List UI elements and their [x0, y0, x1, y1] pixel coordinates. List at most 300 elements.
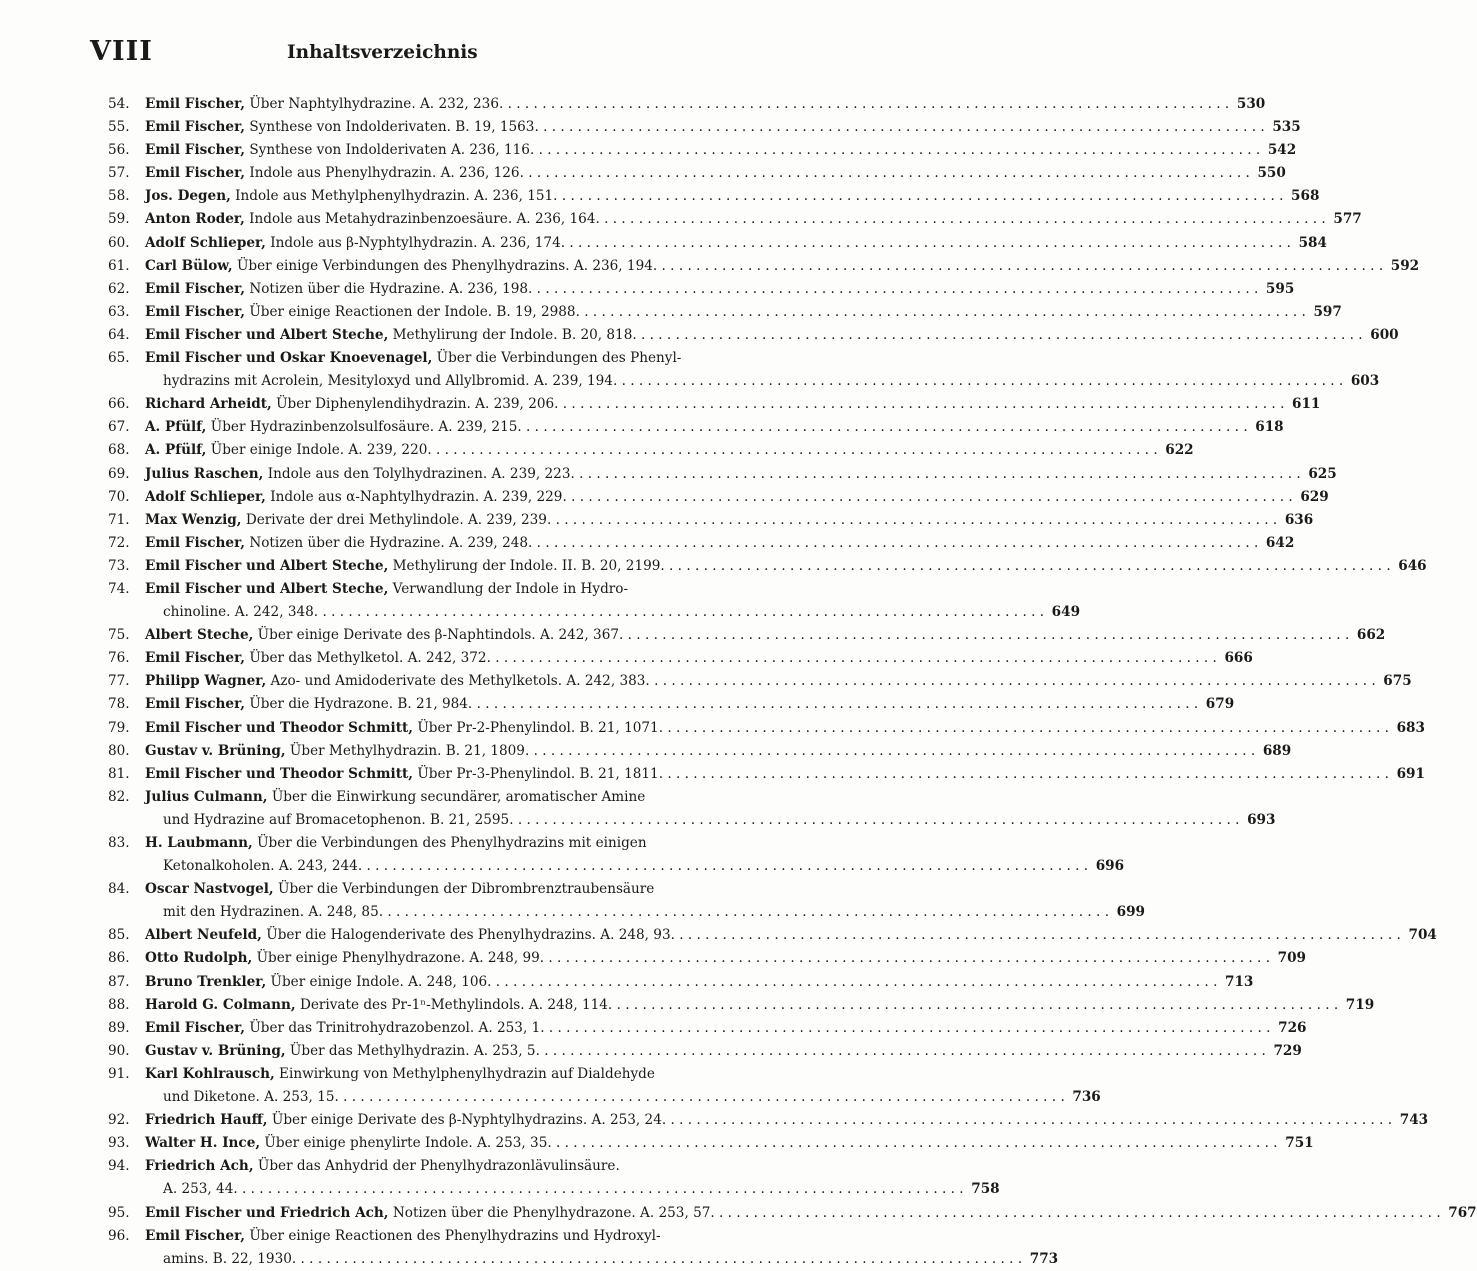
dot-leader: [613, 370, 1343, 393]
entry-title: Über Methylhydrazin. B. 21, 1809: [289, 742, 525, 759]
entry-line: [145, 162, 1286, 185]
toc-entry: [108, 1202, 1477, 1225]
entry-page-number: 550: [1257, 165, 1286, 182]
entry-page-number: 719: [1345, 996, 1375, 1013]
entry-title: Über die Hydrazone. B. 21, 984: [249, 696, 468, 713]
entry-title: Indole aus Phenylhydrazin. A. 236, 126: [249, 165, 520, 182]
entry-number: 59.: [108, 211, 130, 228]
entry-page-number: 603: [1350, 373, 1380, 390]
entry-title: Notizen über die Hydrazine. A. 239, 248: [249, 534, 529, 551]
entry-number: 75.: [108, 627, 130, 644]
entry-body: [145, 278, 1294, 301]
entry-title: Über die Verbindungen des Phenyl-: [436, 350, 682, 367]
dot-leader: [540, 947, 1270, 970]
entry-number: 70.: [108, 488, 130, 505]
entry-title: Notizen über die Phenylhydrazone. A. 253, 57: [392, 1204, 711, 1221]
toc-entry: [108, 232, 1327, 255]
entry-page-number: 683: [1396, 719, 1425, 736]
entry-page-number: 696: [1095, 858, 1125, 875]
entry-author: Emil Fischer,: [145, 696, 245, 713]
entry-number: 87.: [108, 973, 130, 990]
entry-line: [145, 1132, 1314, 1155]
dot-leader: [662, 1109, 1392, 1132]
entry-line: [145, 93, 1265, 116]
entry-number: 71.: [108, 511, 130, 528]
entry-title: Indole aus α-Naphtylhydrazin. A. 239, 229: [270, 488, 563, 505]
entry-author: Max Wenzig,: [145, 511, 242, 528]
entry-line: [145, 1086, 1101, 1109]
entry-author: Emil Fischer und Albert Steche,: [145, 580, 389, 597]
entry-author: Emil Fischer,: [145, 303, 245, 320]
entry-title: mit den Hydrazinen. A. 248, 85: [163, 904, 379, 921]
entry-line: [145, 763, 1425, 786]
entry-number: 85.: [108, 927, 130, 944]
entry-author: A. Pfülf,: [145, 419, 207, 436]
entry-number: 81.: [108, 765, 130, 782]
entry-page-number: 704: [1408, 927, 1437, 944]
dot-leader: [528, 532, 1258, 555]
entry-line: [145, 324, 1399, 347]
toc-entry: [108, 1040, 1302, 1063]
entry-body: [145, 162, 1286, 185]
entry-number: 62.: [108, 280, 130, 297]
toc-entry: [108, 924, 1437, 947]
entry-body: [145, 555, 1427, 578]
toc-entry: [108, 1155, 1000, 1201]
toc-entry: [108, 555, 1427, 578]
toc-entry: [108, 1225, 1059, 1271]
entry-body: [145, 1063, 1101, 1109]
entry-number: 55.: [108, 119, 130, 136]
toc-entry: [108, 255, 1420, 278]
toc-entry: [108, 670, 1412, 693]
entry-body: [145, 647, 1253, 670]
dot-leader: [570, 463, 1300, 486]
entry-title: Über die Halogenderivate des Phenylhydrazins. A. 248, 93: [266, 927, 671, 944]
dot-leader: [358, 855, 1088, 878]
entry-line: [145, 347, 1379, 370]
dot-leader: [335, 1086, 1065, 1109]
entry-line: [145, 255, 1419, 278]
entry-author: Jos. Degen,: [145, 188, 231, 205]
entry-body: [145, 947, 1306, 970]
toc-entry: [108, 994, 1375, 1017]
toc-entry: [108, 786, 1276, 832]
entry-author: Philipp Wagner,: [145, 673, 267, 690]
entry-number: 80.: [108, 742, 130, 759]
entry-title: Einwirkung von Methylphenylhydrazin auf Dialdehyde: [279, 1065, 655, 1082]
entry-title: Methylirung der Indole. B. 20, 818: [392, 326, 633, 343]
entry-title: Derivate der drei Methylindole. A. 239, 239: [245, 511, 547, 528]
toc-entry: [108, 139, 1297, 162]
entry-body: [145, 1109, 1428, 1132]
entry-body: [145, 416, 1284, 439]
entry-author: Carl Bülow,: [145, 257, 233, 274]
entry-body: [145, 971, 1253, 994]
entry-body: [145, 486, 1329, 509]
entry-body: [145, 763, 1425, 786]
entry-page-number: 597: [1313, 303, 1342, 320]
entry-number: 79.: [108, 719, 130, 736]
entry-line: [145, 693, 1234, 716]
entry-title: Methylirung der Indole. II. B. 20, 2199: [392, 557, 661, 574]
entry-line: [145, 878, 1145, 901]
entry-line: [145, 601, 1080, 624]
dot-leader: [379, 901, 1109, 924]
entry-title: A. 253, 44: [163, 1181, 234, 1198]
table-of-contents: [108, 93, 1477, 1271]
entry-title: Über einige Indole. A. 239, 220: [210, 442, 428, 459]
entry-line: [145, 555, 1427, 578]
entry-line: [145, 1155, 1000, 1178]
entry-title: Über Diphenylendihydrazin. A. 239, 206: [276, 396, 555, 413]
entry-line: [145, 855, 1124, 878]
entry-page-number: 618: [1255, 419, 1284, 436]
toc-entry: [108, 324, 1399, 347]
entry-page-number: 611: [1292, 396, 1321, 413]
entry-line: [145, 717, 1425, 740]
toc-entry: [108, 832, 1125, 878]
toc-entry: [108, 416, 1284, 439]
entry-page-number: 726: [1278, 1019, 1307, 1036]
entry-line: [145, 185, 1319, 208]
dot-leader: [660, 555, 1390, 578]
entry-body: [145, 324, 1399, 347]
entry-author: Albert Neufeld,: [145, 927, 262, 944]
toc-entry: [108, 208, 1362, 231]
entry-line: [145, 1063, 1101, 1086]
dot-leader: [561, 232, 1291, 255]
entry-title: Azo- und Amidoderivate des Methylketols. A. 242, 383: [270, 673, 646, 690]
entry-body: [145, 301, 1342, 324]
entry-title: Indole aus Metahydrazinbenzoesäure. A. 236, 164: [249, 211, 596, 228]
toc-entry: [108, 532, 1295, 555]
entry-number: 96.: [108, 1227, 130, 1244]
entry-author: H. Laubmann,: [145, 835, 253, 851]
entry-body: [145, 1017, 1307, 1040]
dot-leader: [547, 1132, 1277, 1155]
entry-number: 68.: [108, 442, 130, 459]
toc-entry: [108, 393, 1321, 416]
entry-title: und Hydrazine auf Bromacetophenon. B. 21, 2595: [163, 811, 510, 828]
entry-author: Walter H. Ince,: [145, 1135, 261, 1152]
entry-number: 66.: [108, 396, 130, 413]
entry-title: Indole aus Methylphenylhydrazin. A. 236, 151: [235, 188, 554, 205]
entry-body: [145, 439, 1194, 462]
entry-body: [145, 1040, 1302, 1063]
entry-title: Über die Einwirkung secundärer, aromatischer Amine: [271, 788, 646, 805]
entry-title: Über Naphtylhydrazine. A. 232, 236: [249, 96, 499, 112]
entry-author: Emil Fischer und Albert Steche,: [145, 557, 389, 574]
entry-number: 60.: [108, 234, 130, 251]
dot-leader: [619, 624, 1349, 647]
toc-entry: [108, 624, 1386, 647]
entry-number: 65.: [108, 350, 130, 367]
entry-line: [145, 439, 1194, 462]
entry-line: [145, 1109, 1428, 1132]
toc-entry: [108, 1109, 1429, 1132]
entry-line: [145, 139, 1296, 162]
dot-leader: [530, 139, 1260, 162]
entry-line: [145, 786, 1275, 809]
entry-line: [145, 901, 1145, 924]
dot-leader: [576, 301, 1306, 324]
dot-leader: [553, 185, 1283, 208]
entry-page-number: 542: [1267, 142, 1297, 159]
dot-leader: [233, 1178, 963, 1201]
entry-line: [145, 832, 1124, 855]
toc-entry: [108, 162, 1286, 185]
toc-entry: [108, 439, 1194, 462]
entry-title: hydrazins mit Acrolein, Mesityloxyd und Allylbromid. A. 239, 194: [163, 373, 613, 390]
entry-number: 88.: [108, 996, 130, 1013]
entry-author: Emil Fischer,: [145, 142, 245, 159]
entry-author: Emil Fischer,: [145, 1019, 245, 1036]
entry-line: [145, 740, 1291, 763]
entry-title: Über das Methylketol. A. 242, 372: [249, 650, 487, 667]
entry-author: Friedrich Ach,: [145, 1158, 254, 1175]
entry-page-number: 713: [1225, 973, 1254, 990]
toc-entry: [108, 947, 1307, 970]
entry-body: [145, 255, 1419, 278]
entry-number: 82.: [108, 788, 130, 805]
dot-leader: [653, 255, 1383, 278]
entry-line: [145, 1040, 1302, 1063]
entry-title: Indole aus β-Nyphtylhydrazin. A. 236, 174: [270, 234, 561, 251]
entry-number: 94.: [108, 1158, 130, 1175]
entry-title: Synthese von Indolderivaten A. 236, 116: [249, 142, 530, 159]
entry-number: 84.: [108, 881, 130, 898]
entry-author: Emil Fischer,: [145, 280, 245, 297]
dot-leader: [525, 740, 1255, 763]
entry-author: Otto Rudolph,: [145, 950, 253, 967]
entry-author: Emil Fischer,: [145, 650, 245, 667]
entry-line: [145, 1017, 1307, 1040]
entry-line: [145, 532, 1294, 555]
entry-title: Über einige Derivate des β-Nyphtylhydrazins. A. 253, 24: [271, 1112, 662, 1129]
entry-page-number: 629: [1300, 488, 1329, 505]
entry-page-number: 577: [1333, 211, 1362, 228]
entry-body: [145, 93, 1265, 116]
entry-page-number: 729: [1273, 1042, 1302, 1059]
dot-leader: [659, 763, 1389, 786]
entry-body: [145, 786, 1275, 832]
entry-page-number: 736: [1072, 1089, 1101, 1106]
entry-title: Derivate des Pr-1ⁿ-Methylindols. A. 248, 114: [299, 996, 608, 1013]
entry-author: Oscar Nastvogel,: [145, 881, 274, 898]
entry-page-number: 584: [1298, 234, 1327, 251]
entry-number: 76.: [108, 650, 130, 667]
entry-number: 61.: [108, 257, 130, 274]
toc-entry: [108, 763, 1425, 786]
entry-number: 83.: [108, 835, 130, 851]
entry-line: [145, 624, 1385, 647]
dot-leader: [659, 717, 1389, 740]
entry-author: Richard Arheidt,: [145, 396, 272, 413]
entry-author: Emil Fischer,: [145, 119, 245, 136]
entry-title: Über einige Indole. A. 248, 106: [270, 973, 488, 990]
entry-line: [145, 670, 1412, 693]
entry-author: Adolf Schlieper,: [145, 234, 266, 251]
entry-line: [145, 393, 1320, 416]
toc-entry: [108, 116, 1301, 139]
entry-number: 73.: [108, 557, 130, 574]
entry-author: Gustav v. Brüning,: [145, 742, 286, 759]
entry-page-number: 693: [1247, 811, 1276, 828]
entry-author: Julius Raschen,: [145, 465, 264, 482]
dot-leader: [487, 971, 1217, 994]
entry-number: 72.: [108, 534, 130, 551]
toc-entry: [108, 878, 1146, 924]
dot-leader: [554, 393, 1284, 416]
entry-line: [145, 232, 1327, 255]
dot-leader: [292, 1248, 1022, 1271]
entry-page-number: 642: [1265, 534, 1295, 551]
entry-page-number: 709: [1277, 950, 1307, 967]
entry-title: Über einige Phenylhydrazone. A. 248, 99: [256, 950, 540, 967]
entry-author: Julius Culmann,: [145, 788, 268, 805]
entry-title: Verwandlung der Indole in Hydro-: [392, 580, 629, 597]
entry-number: 92.: [108, 1112, 130, 1129]
toc-entry: [108, 740, 1292, 763]
dot-leader: [710, 1202, 1440, 1225]
entry-number: 58.: [108, 188, 130, 205]
entry-body: [145, 693, 1234, 716]
entry-author: Emil Fischer und Friedrich Ach,: [145, 1204, 389, 1221]
entry-body: [145, 208, 1362, 231]
entry-title: Über einige Verbindungen des Phenylhydrazins. A. 236, 194: [236, 257, 653, 274]
entry-line: [145, 278, 1294, 301]
entry-author: Karl Kohlrausch,: [145, 1065, 275, 1082]
entry-body: [145, 347, 1379, 393]
dot-leader: [536, 1040, 1266, 1063]
entry-title: Über das Anhydrid der Phenylhydrazonlävulinsäure.: [257, 1158, 620, 1175]
entry-line: [145, 486, 1329, 509]
entry-number: 56.: [108, 142, 130, 159]
entry-number: 74.: [108, 580, 130, 597]
entry-title: Über Pr-3-Phenylindol. B. 21, 1811: [417, 765, 659, 782]
entry-line: [145, 1248, 1058, 1271]
entry-line: [145, 947, 1306, 970]
toc-entry: [108, 185, 1320, 208]
dot-leader: [562, 486, 1292, 509]
entry-title: Über einige Reactionen des Phenylhydrazins und Hydroxyl-: [249, 1227, 661, 1244]
entry-body: [145, 1225, 1058, 1271]
entry-page-number: 662: [1356, 627, 1386, 644]
toc-entry: [108, 509, 1314, 532]
entry-line: [145, 463, 1337, 486]
entry-line: [145, 924, 1437, 947]
entry-title: Über Hydrazinbenzolsulfosäure. A. 239, 215: [210, 419, 518, 436]
entry-author: Harold G. Colmann,: [145, 996, 296, 1013]
entry-body: [145, 578, 1080, 624]
entry-page-number: 600: [1370, 326, 1399, 343]
entry-number: 90.: [108, 1042, 130, 1059]
dot-leader: [608, 994, 1338, 1017]
entry-body: [145, 532, 1294, 555]
entry-line: [145, 1202, 1477, 1225]
entry-title: Indole aus den Tolylhydrazinen. A. 239, 223: [267, 465, 571, 482]
entry-number: 89.: [108, 1019, 130, 1036]
entry-number: 63.: [108, 303, 130, 320]
entry-line: [145, 809, 1275, 832]
entry-line: [145, 1178, 1000, 1201]
entry-body: [145, 393, 1320, 416]
entry-title: Notizen über die Hydrazine. A. 236, 198: [249, 280, 529, 297]
toc-entry: [108, 971, 1254, 994]
entry-line: [145, 509, 1313, 532]
entry-title: Synthese von Indolderivaten. B. 19, 1563: [249, 119, 535, 136]
toc-entry: [108, 1063, 1101, 1109]
entry-author: Emil Fischer,: [145, 534, 245, 551]
toc-entry: [108, 578, 1081, 624]
entry-line: [145, 647, 1253, 670]
entry-number: 93.: [108, 1135, 130, 1152]
entry-page-number: 679: [1205, 696, 1235, 713]
entry-title: Ketonalkoholen. A. 243, 244: [163, 858, 358, 875]
dot-leader: [427, 439, 1157, 462]
dot-leader: [671, 924, 1401, 947]
entry-number: 86.: [108, 950, 130, 967]
entry-author: Emil Fischer und Albert Steche,: [145, 326, 389, 343]
dot-leader: [509, 809, 1239, 832]
dot-leader: [632, 324, 1362, 347]
dot-leader: [499, 93, 1229, 116]
page-number: VIII: [90, 36, 153, 67]
entry-title: und Diketone. A. 253, 15: [163, 1089, 335, 1106]
entry-page-number: 625: [1308, 465, 1337, 482]
entry-line: [145, 208, 1362, 231]
entry-title: Über das Methylhydrazin. A. 253, 5: [289, 1042, 536, 1059]
entry-body: [145, 924, 1437, 947]
dot-leader: [547, 509, 1277, 532]
entry-page-number: 666: [1224, 650, 1253, 667]
entry-title: chinoline. A. 242, 348: [163, 604, 314, 621]
entry-page-number: 675: [1383, 673, 1412, 690]
entry-body: [145, 717, 1425, 740]
entry-title: amins. B. 22, 1930: [163, 1250, 292, 1267]
entry-number: 54.: [108, 96, 130, 112]
entry-title: Über die Verbindungen der Dibrombrenztraubensäure: [277, 881, 655, 898]
toc-entry: [108, 278, 1295, 301]
entry-number: 77.: [108, 673, 130, 690]
entry-number: 91.: [108, 1065, 130, 1082]
entry-author: Emil Fischer und Theodor Schmitt,: [145, 765, 413, 782]
entry-body: [145, 1155, 1000, 1201]
entry-body: [145, 1132, 1314, 1155]
dot-leader: [528, 278, 1258, 301]
entry-author: Emil Fischer und Theodor Schmitt,: [145, 719, 413, 736]
entry-body: [145, 116, 1301, 139]
entry-author: Emil Fischer und Oskar Knoevenagel,: [145, 350, 433, 367]
entry-page-number: 636: [1284, 511, 1314, 528]
entry-number: 95.: [108, 1204, 130, 1221]
entry-body: [145, 740, 1291, 763]
entry-page-number: 699: [1116, 904, 1146, 921]
entry-number: 57.: [108, 165, 130, 182]
entry-page-number: 691: [1396, 765, 1425, 782]
entry-author: Emil Fischer,: [145, 96, 245, 112]
entry-page-number: 568: [1291, 188, 1320, 205]
entry-title: Über das Trinitrohydrazobenzol. A. 253, 1: [249, 1019, 541, 1036]
dot-leader: [487, 647, 1217, 670]
entry-author: Adolf Schlieper,: [145, 488, 266, 505]
entry-page-number: 595: [1265, 280, 1295, 297]
entry-title: Über Pr-2-Phenylindol. B. 21, 1071: [417, 719, 659, 736]
entry-author: Gustav v. Brüning,: [145, 1042, 286, 1059]
entry-body: [145, 185, 1319, 208]
toc-entry: [108, 347, 1380, 393]
